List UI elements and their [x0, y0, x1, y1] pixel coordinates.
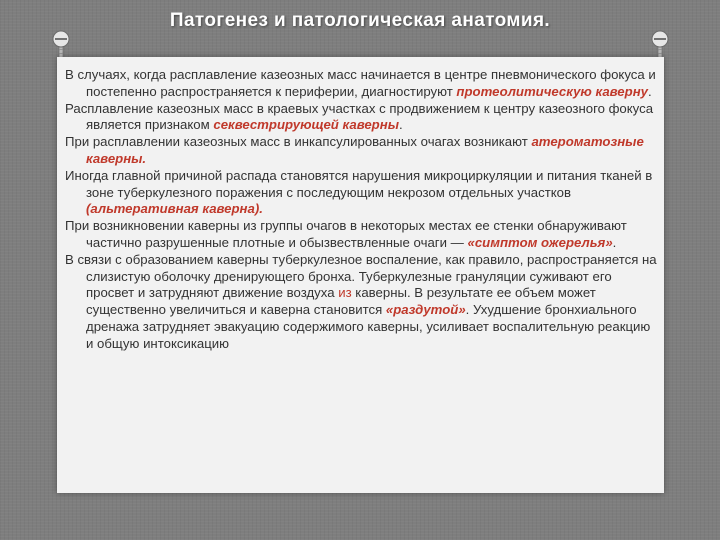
term-sequestrating-cavern: секвестрирующей каверны: [213, 117, 399, 133]
term-alterative-cavern: (альтеративная каверна).: [86, 201, 263, 217]
term-necklace-symptom: «симптом ожерелья»: [467, 234, 613, 250]
paragraph-sequestrating: Расплавление казеозных масс в краевых участках с продвижением к центру казеозного фокуса является признаком секвестрирующей каверны.: [65, 100, 654, 133]
term-atheromatous-caverns: атероматозные каверны.: [86, 134, 644, 166]
paragraph-alterative: Иногда главной причиной распада становятся нарушения микроциркуляции и питания тканей в зоне туберкулезного поражения с последующим некрозом отдельных участков (альтеративная каверна).: [65, 167, 653, 217]
screw-icon: [649, 30, 671, 60]
slide-title: Патогенез и патологическая анатомия.: [169, 10, 551, 31]
highlight-word: из: [338, 285, 352, 301]
paragraph-necklace-symptom: При возникновении каверны из группы очагов в некоторых местах ее стенки обнаруживают частично разрушенные плотные и обызвествленные очаги — «симптом ожерелья».: [65, 218, 627, 250]
term-inflated-cavern: «раздутой»: [385, 302, 466, 318]
paragraph-atheromatous: При расплавлении казеозных масс в инкапсулированных очагах возникают атероматозные каверны.: [65, 134, 644, 166]
screw-icon: [50, 30, 72, 60]
slide-body: [65, 67, 660, 353]
paragraph-inflated-cavern: В связи с образованием каверны туберкулезное воспаление, как правило, распространяется на слизистую оболочку дренирующего бронха. Туберкулезные грануляции суживают его просвет и затрудняют движение воздуха из каверны. В результате ее объем может существенно увеличиться и каверна становится «раздутой». Ухудшение бронхиального дренажа затрудняет эвакуацию содержимого каверны, усиливает воспалительную реакцию и общую интоксикацию: [65, 251, 657, 351]
paragraph-proteolytic: В случаях, когда расплавление казеозных масс начинается в центре пневмонического фокуса и постепенно распространяется к периферии, диагностируют протеолитическую каверну.: [65, 67, 656, 99]
term-proteolytic-cavern: протеолитическую каверну: [456, 83, 649, 99]
